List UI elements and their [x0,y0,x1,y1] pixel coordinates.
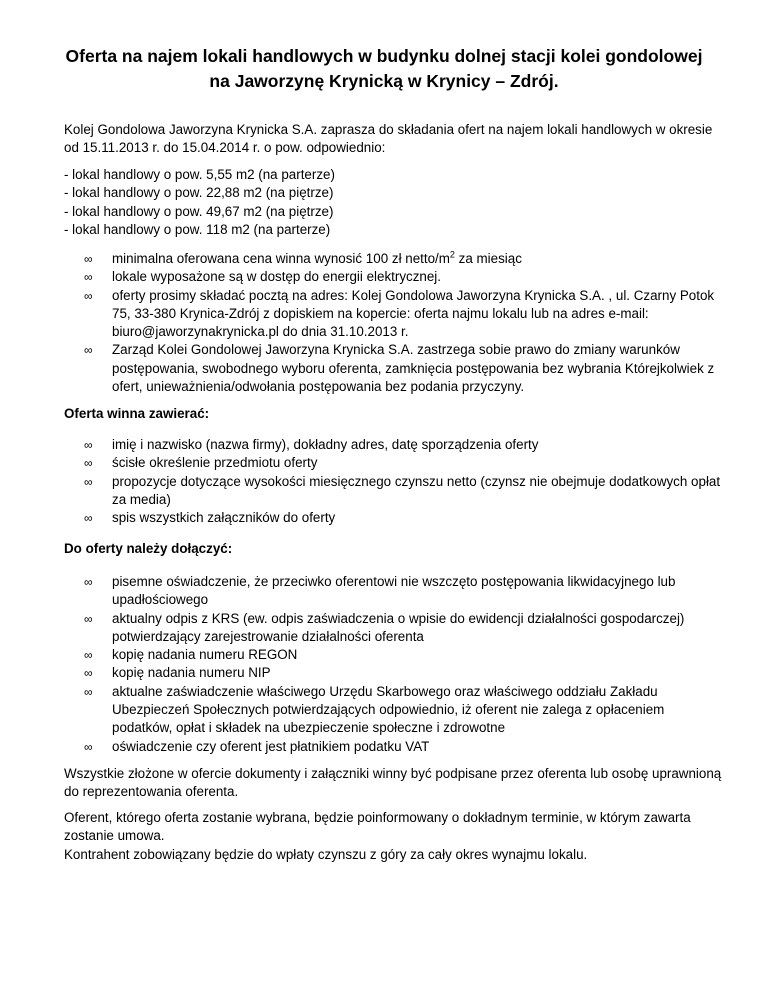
attach-heading: Do oferty należy dołączyć: [64,541,233,556]
list-item: ∞ lokale wyposażone są w dostęp do energii elektrycznej. [64,268,724,286]
signing-note: Wszystkie złożone w ofercie dokumenty i załączniki winny być podpisane przez oferenta lub osobę uprawnioną do reprezentowania oferenta. [64,766,722,800]
list-item: ∞ kopię nadania numeru REGON [64,646,724,664]
infinity-bullet-icon: ∞ [84,684,93,699]
list-item: ∞ spis wszystkich załączników do oferty [64,509,724,527]
units-list [64,166,724,239]
infinity-bullet-icon: ∞ [84,288,93,303]
intro-paragraph: Kolej Gondolowa Jaworzyna Krynicka S.A. zaprasza do składania ofert na najem lokali handlowych w okresie od 15.11.2013 r. do 15.04.2014 r. o pow. odpowiednio: [64,122,713,156]
infinity-bullet-icon: ∞ [84,611,93,626]
closing-line: Kontrahent zobowiązany będzie do wpłaty czynszu z góry za cały okres wynajmu lokalu. [64,846,588,862]
attach-items-list [64,573,724,756]
infinity-bullet-icon: ∞ [84,456,93,471]
unit-item: - lokal handlowy o pow. 5,55 m2 (na parterze) [64,167,335,182]
unit-item: - lokal handlowy o pow. 49,67 m2 (na piętrze) [64,203,334,219]
unit-item: - lokal handlowy o pow. 118 m2 (na parterze) [64,221,331,237]
infinity-bullet-icon: ∞ [84,343,93,358]
unit-item: - lokal handlowy o pow. 22,88 m2 (na piętrze) [64,185,334,201]
list-item: ∞ aktualny odpis z KRS (ew. odpis zaświadczenia o wpisie do ewidencji działalności gospodarczej) potwierdzający zarejestrowanie działalności oferenta [84,610,685,644]
infinity-bullet-icon: ∞ [84,648,93,663]
list-item: ∞ oświadczenie czy oferent jest płatnikiem podatku VAT [64,738,724,756]
infinity-bullet-icon: ∞ [84,438,93,452]
list-item: ∞ minimalna oferowana cena winna wynosić 100 zł netto/$m^2$ za miesiąc [64,250,724,268]
list-item: ∞ kopię nadania numeru NIP [64,664,724,682]
list-item: ∞ pisemne oświadczenie, że przeciwko oferentowi nie wszczęto postępowania likwidacyjnego lub upadłościowego [84,574,676,608]
infinity-bullet-icon: ∞ [84,252,93,266]
infinity-bullet-icon: ∞ [84,511,93,526]
infinity-bullet-icon: ∞ [84,474,93,489]
conditions-list [64,250,724,396]
offer-heading: Oferta winna zawierać: [64,406,210,421]
list-item: ∞ Zarząd Kolei Gondolowej Jaworzyna Krynicka S.A. zastrzega sobie prawo do zmiany warunków postępowania, swobodnego wyboru oferenta, zamknięcia postępowania bez wybrania Którejkolwiek z ofert, unieważnienia/odwołania postępowania bez podania przyczyny. [84,342,715,395]
closing-paragraph [64,809,724,864]
infinity-bullet-icon: ∞ [84,575,93,589]
offer-items-list [64,436,724,527]
list-item: ∞ oferty prosimy składać pocztą na adres: Kolej Gondolowa Jaworzyna Krynicka S.A. , ul. Czarny Potok 75, 33-380 Krynica-Zdrój z dopiskiem na kopercie: oferta najmu lokalu lub na adres e-mail: biuro@jaworzynakrynicka.pl do dnia 31.10.2013 r. [84,287,715,340]
list-item: ∞ ścisłe określenie przedmiotu oferty [64,454,724,472]
closing-line: Oferent, którego oferta zostanie wybrana, będzie poinformowany o dokładnym terminie, w którym zawarta zostanie umowa. [64,810,691,844]
infinity-bullet-icon: ∞ [84,739,93,754]
list-item: ∞ imię i nazwisko (nazwa firmy), dokładny adres, datę sporządzenia oferty [64,436,724,454]
infinity-bullet-icon: ∞ [84,666,93,681]
infinity-bullet-icon: ∞ [84,270,93,285]
document-title: Oferta na najem lokali handlowych w budynku dolnej stacji kolei gondolowej na Jaworzynę Krynicką w Krynicy – Zdrój. [65,46,703,91]
list-item: ∞ aktualne zaświadczenie właściwego Urzędu Skarbowego oraz właściwego oddziału Zakładu Ubezpieczeń Społecznych potwierdzających odpowiednio, iż oferent nie zalega z opłaceniem podatków, opłat i składek na ubezpieczenie społeczne i zdrowotne [84,683,665,736]
list-item: ∞ propozycje dotyczące wysokości miesięcznego czynszu netto (czynsz nie obejmuje dodatkowych opłat za media) [84,473,721,507]
